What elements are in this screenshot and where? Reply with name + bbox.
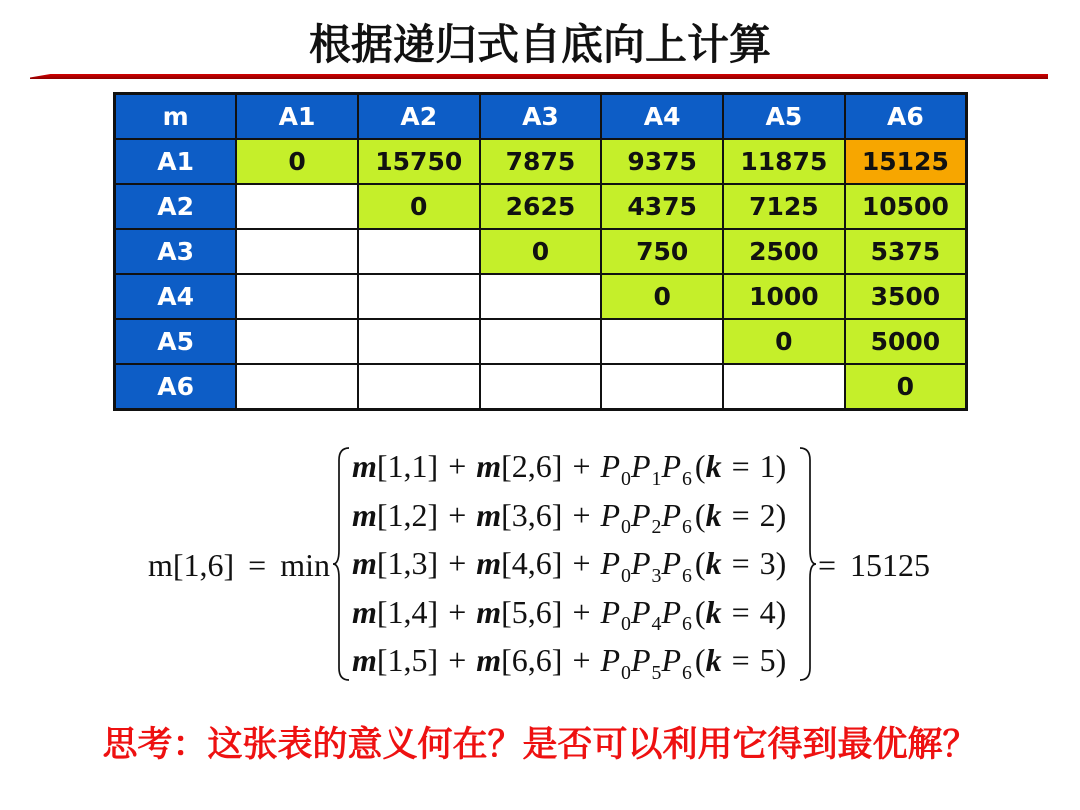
empty-cell xyxy=(601,364,723,410)
p-subscript: 4 xyxy=(651,613,662,636)
column-header: A2 xyxy=(358,94,480,140)
plus-sign: + xyxy=(572,545,591,581)
title-underline xyxy=(30,74,1048,79)
variable-k: k xyxy=(705,593,722,630)
empty-cell xyxy=(358,364,480,410)
second-index: [6,6] xyxy=(501,642,563,678)
p-subscript: 6 xyxy=(681,564,692,587)
p-subscript: 6 xyxy=(681,613,692,636)
slide-title: 根据递归式自底向上计算 xyxy=(308,20,771,69)
column-header: A4 xyxy=(601,94,723,140)
plus-sign: + xyxy=(572,448,591,484)
variable-p: P xyxy=(661,642,681,678)
table-row xyxy=(115,364,967,410)
formula-lhs: m[1,6] = min xyxy=(147,547,330,583)
p-subscript: 0 xyxy=(621,613,631,636)
left-paren: ( xyxy=(694,593,706,630)
plus-sign: + xyxy=(572,593,591,630)
equals-sign: = xyxy=(731,448,750,484)
variable-p: P xyxy=(630,593,651,630)
cost-cell: 0 xyxy=(480,229,602,274)
k-value: 2 xyxy=(759,496,776,533)
p-subscript: 0 xyxy=(621,564,631,587)
right-paren: ) xyxy=(775,545,787,581)
column-header: A6 xyxy=(845,94,967,140)
empty-cell xyxy=(358,319,480,364)
table-body xyxy=(115,139,967,410)
empty-cell xyxy=(236,274,358,319)
variable-p: P xyxy=(630,448,651,484)
plus-sign: + xyxy=(448,593,467,630)
first-index: [1,5] xyxy=(376,642,439,678)
table-row xyxy=(115,319,967,364)
cost-cell: 3500 xyxy=(845,274,967,319)
row-header: A1 xyxy=(115,139,237,184)
dp-cost-table xyxy=(113,92,968,411)
variable-p: P xyxy=(600,642,621,678)
row-header: A6 xyxy=(115,364,237,410)
variable-p: P xyxy=(600,593,621,630)
plus-sign: + xyxy=(448,496,467,533)
cost-cell: 15750 xyxy=(358,139,480,184)
variable-m: m xyxy=(476,642,502,678)
right-brace xyxy=(798,446,818,682)
right-paren: ) xyxy=(775,593,787,630)
p-subscript: 2 xyxy=(651,516,662,539)
row-header: A4 xyxy=(115,274,237,319)
empty-cell xyxy=(236,319,358,364)
plus-sign: + xyxy=(448,448,467,484)
row-header: A3 xyxy=(115,229,237,274)
variable-p: P xyxy=(630,545,651,581)
k-value: 4 xyxy=(759,593,776,630)
variable-m: m xyxy=(352,496,377,533)
equals-sign: = xyxy=(731,642,750,678)
p-subscript: 0 xyxy=(621,516,631,539)
variable-p: P xyxy=(600,545,621,581)
left-brace xyxy=(331,446,351,682)
formula-case xyxy=(352,539,792,588)
cost-cell: 0 xyxy=(358,184,480,229)
p-subscript: 0 xyxy=(621,661,631,684)
k-value: 3 xyxy=(759,545,776,581)
right-paren: ) xyxy=(775,496,787,533)
cost-cell: 2625 xyxy=(480,184,602,229)
cost-cell: 750 xyxy=(601,229,723,274)
variable-m: m xyxy=(352,642,377,678)
empty-cell xyxy=(723,364,845,410)
cost-cell: 7125 xyxy=(723,184,845,229)
plus-sign: + xyxy=(572,496,591,533)
empty-cell xyxy=(480,319,602,364)
variable-p: P xyxy=(661,448,681,484)
variable-p: P xyxy=(661,593,681,630)
row-header: A2 xyxy=(115,184,237,229)
table-row xyxy=(115,274,967,319)
left-paren: ( xyxy=(694,642,706,678)
second-index: [2,6] xyxy=(501,448,563,484)
second-index: [4,6] xyxy=(501,545,563,581)
p-subscript: 6 xyxy=(681,467,692,490)
formula-case xyxy=(352,491,792,540)
table-header-row xyxy=(115,94,967,140)
empty-cell xyxy=(236,364,358,410)
table-head xyxy=(115,94,967,140)
first-index: [1,3] xyxy=(376,545,439,581)
p-subscript: 6 xyxy=(681,516,692,539)
empty-cell xyxy=(480,364,602,410)
equals-sign: = xyxy=(731,545,750,581)
cost-cell: 0 xyxy=(845,364,967,410)
p-subscript: 3 xyxy=(651,564,662,587)
cost-cell: 4375 xyxy=(601,184,723,229)
empty-cell xyxy=(236,184,358,229)
right-paren: ) xyxy=(775,642,787,678)
variable-m: m xyxy=(352,593,377,630)
variable-m: m xyxy=(352,545,377,581)
column-header: A1 xyxy=(236,94,358,140)
empty-cell xyxy=(601,319,723,364)
first-index: [1,4] xyxy=(376,593,439,630)
p-subscript: 0 xyxy=(621,467,631,490)
right-paren: ) xyxy=(775,448,787,484)
cost-cell: 2500 xyxy=(723,229,845,274)
first-index: [1,1] xyxy=(376,448,439,484)
highlighted-cost-cell: 15125 xyxy=(845,139,967,184)
table-row xyxy=(115,184,967,229)
variable-k: k xyxy=(705,642,722,678)
variable-p: P xyxy=(661,496,681,533)
cost-cell: 9375 xyxy=(601,139,723,184)
empty-cell xyxy=(236,229,358,274)
empty-cell xyxy=(358,229,480,274)
equals-sign: = xyxy=(731,496,750,533)
table-row xyxy=(115,229,967,274)
p-subscript: 6 xyxy=(681,661,692,684)
cost-cell: 0 xyxy=(236,139,358,184)
variable-m: m xyxy=(352,448,377,484)
row-header: A5 xyxy=(115,319,237,364)
cost-cell: 7875 xyxy=(480,139,602,184)
plus-sign: + xyxy=(448,642,467,678)
first-index: [1,2] xyxy=(376,496,439,533)
cost-cell: 5375 xyxy=(845,229,967,274)
table-corner-label: m xyxy=(115,94,237,140)
formula-case xyxy=(352,636,792,685)
variable-p: P xyxy=(630,496,651,533)
formula-result: = 15125 xyxy=(818,547,931,583)
formula-case xyxy=(352,442,792,491)
variable-m: m xyxy=(476,545,502,581)
formula-case xyxy=(352,588,792,637)
equals-sign: = xyxy=(731,593,750,630)
empty-cell xyxy=(480,274,602,319)
formula-cases xyxy=(352,442,792,685)
variable-k: k xyxy=(705,448,722,484)
cost-cell: 0 xyxy=(601,274,723,319)
empty-cell xyxy=(358,274,480,319)
table-row xyxy=(115,139,967,184)
variable-p: P xyxy=(661,545,681,581)
left-paren: ( xyxy=(694,545,706,581)
variable-p: P xyxy=(630,642,651,678)
cost-cell: 0 xyxy=(723,319,845,364)
plus-sign: + xyxy=(448,545,467,581)
variable-m: m xyxy=(476,593,502,630)
variable-p: P xyxy=(600,496,621,533)
question-text: 思考：这张表的意义何在？是否可以利用它得到最优解？ xyxy=(102,725,978,765)
variable-p: P xyxy=(600,448,621,484)
k-value: 1 xyxy=(759,448,776,484)
variable-m: m xyxy=(476,448,502,484)
left-paren: ( xyxy=(694,448,706,484)
left-paren: ( xyxy=(694,496,706,533)
p-subscript: 1 xyxy=(651,467,662,490)
cost-cell: 10500 xyxy=(845,184,967,229)
cost-cell: 11875 xyxy=(723,139,845,184)
plus-sign: + xyxy=(572,642,591,678)
cost-cell: 1000 xyxy=(723,274,845,319)
variable-k: k xyxy=(705,496,722,533)
cost-cell: 5000 xyxy=(845,319,967,364)
p-subscript: 5 xyxy=(651,661,662,684)
second-index: [5,6] xyxy=(501,593,563,630)
k-value: 5 xyxy=(759,642,776,678)
variable-m: m xyxy=(476,496,502,533)
second-index: [3,6] xyxy=(501,496,563,533)
column-header: A3 xyxy=(480,94,602,140)
variable-k: k xyxy=(705,545,722,581)
column-header: A5 xyxy=(723,94,845,140)
